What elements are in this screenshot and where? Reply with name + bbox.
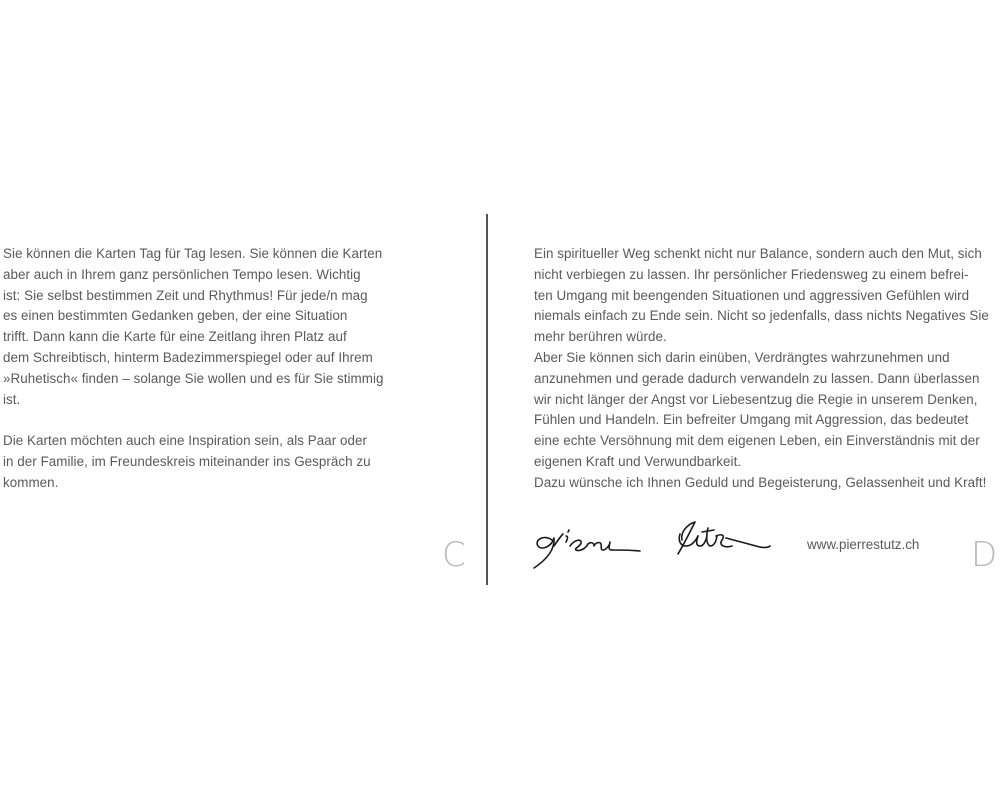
- text-line: aber auch in Ihrem ganz persönlichen Tempo lesen. Wichtig: [3, 266, 361, 282]
- text-line: »Ruhetisch« finden – solange Sie wollen und es für Sie stimmig: [3, 370, 384, 386]
- text-line: Ein spiritueller Weg schenkt nicht nur Balance, sondern auch den Mut, sich: [534, 246, 982, 261]
- text-line: Aber Sie können sich darin einüben, Verdrängtes wahrzunehmen und: [534, 349, 950, 365]
- text-line: in der Familie, im Freundeskreis miteinander ins Gespräch zu: [3, 453, 371, 469]
- text-line: niemals einfach zu Ende sein. Nicht so jedenfalls, dass nichts Negatives Sie: [534, 308, 989, 324]
- text-line: ist: Sie selbst bestimmen Zeit und Rhythmus! Für jede/n mag: [3, 287, 368, 303]
- page-divider: [486, 214, 488, 585]
- text-line: Fühlen und Handeln. Ein befreiter Umgang mit Aggression, das bedeutet: [534, 412, 969, 428]
- left-paragraph-1: [3, 244, 403, 410]
- website-link[interactable]: www.pierrestutz.ch: [807, 537, 920, 552]
- text-line: trifft. Dann kann die Karte für eine Zeitlang ihren Platz auf: [3, 329, 347, 345]
- text-line: eine echte Versöhnung mit dem eigenen Leben, ein Einverständnis mit der: [534, 433, 980, 449]
- left-page-text: [3, 244, 403, 494]
- text-line: kommen.: [3, 474, 59, 490]
- text-line: dem Schreibtisch, hinterm Badezimmerspiegel oder auf Ihrem: [3, 349, 373, 365]
- text-line: anzunehmen und gerade dadurch verwandeln zu lassen. Dann überlassen: [534, 370, 980, 386]
- text-line: es einen bestimmten Gedanken geben, der eine Situation: [3, 308, 348, 324]
- right-page-text: [534, 244, 994, 494]
- text-line: Sie können die Karten Tag für Tag lesen. Sie können die Karten: [3, 246, 383, 261]
- text-line: nicht verbiegen zu lassen. Ihr persönlicher Friedensweg zu einem befrei-: [534, 266, 969, 282]
- text-line: Die Karten möchten auch eine Inspiration sein, als Paar oder: [3, 433, 368, 449]
- text-line: wir nicht länger der Angst vor Liebesentzug die Regie in unserem Denken,: [534, 391, 978, 407]
- left-paragraph-2: [3, 431, 403, 493]
- text-line: eigenen Kraft und Verwundbarkeit.: [534, 453, 742, 469]
- handwritten-signature: [530, 510, 775, 572]
- text-line: ten Umgang mit beengenden Situationen und aggressiven Gefühlen wird: [534, 287, 970, 303]
- paragraph-gap: [3, 410, 403, 431]
- page-letter-right: D: [971, 535, 998, 575]
- text-line: Dazu wünsche ich Ihnen Geduld und Begeisterung, Gelassenheit und Kraft!: [534, 474, 987, 490]
- page-letter-left: C: [442, 535, 466, 575]
- text-line: ist.: [3, 391, 21, 407]
- text-line: mehr berühren würde.: [534, 329, 667, 345]
